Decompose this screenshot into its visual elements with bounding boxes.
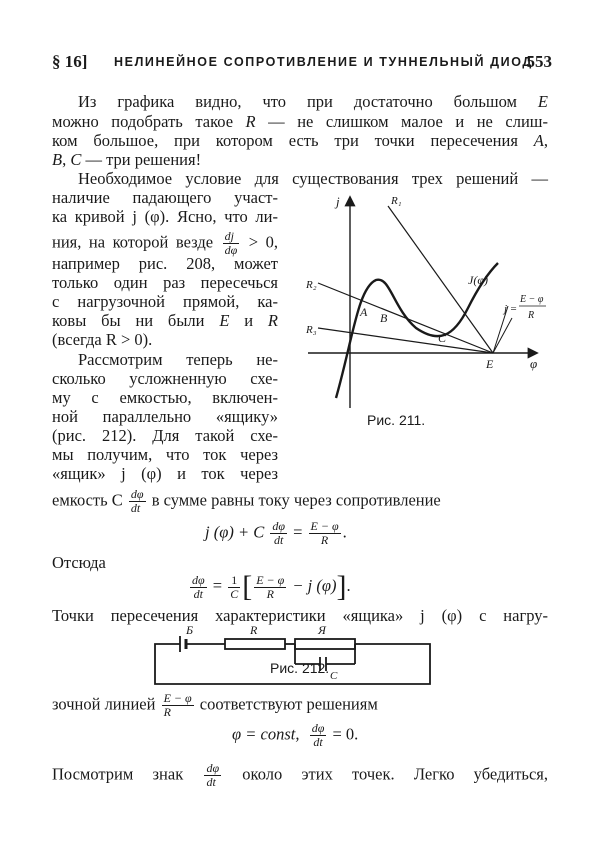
label-resistor: R: [250, 626, 258, 637]
text-line: только один раз пересечься: [52, 273, 278, 292]
text-line: например рис. 208, может: [52, 254, 278, 273]
label-formula-num: E − φ: [520, 294, 544, 305]
label-formula-den: R: [528, 310, 535, 321]
label-formula-lhs: j =: [504, 303, 518, 315]
section-number: § 16]: [52, 52, 88, 71]
text-line: (всегда R > 0).: [52, 330, 153, 349]
label-R1: R₁: [391, 195, 402, 207]
fraction: $\frac{E - \varphi}{R}$: [163, 691, 192, 719]
text-line: можно подобрать такое R — не слишком малое и не слиш-: [52, 112, 548, 131]
text-line: наличие падающего участ-: [52, 188, 278, 207]
text-line: «ящик» j (φ) и ток через: [52, 464, 278, 483]
text-line: (рис. 212). Для такой схе-: [52, 426, 278, 445]
label-R3: R₃: [306, 324, 317, 336]
text-line: ния, на которой везде $\frac{dj}{d\varphi}$ > 0,: [52, 229, 278, 257]
equation-3: φ = const, $\frac{d\varphi}{dt}$ = 0.: [232, 721, 359, 749]
text-line: ка кривой j (φ). Ясно, что ли-: [52, 207, 278, 226]
fraction: $\frac{d\varphi}{dt}$: [130, 487, 144, 515]
label-box: Я: [318, 626, 326, 637]
text-line: B, C — три решения!: [52, 150, 202, 169]
text-line: ком большое, при котором есть три точки пересечения A,: [52, 131, 548, 150]
text-line: зочной линией $\frac{E - \varphi}{R}$ соответствуют решениям: [52, 691, 378, 719]
text-line: с нагрузочной прямой, ка-: [52, 292, 278, 311]
text-line: Из графика видно, что при достаточно большом E: [78, 92, 548, 111]
text-line: мы получим, что ток через: [52, 445, 278, 464]
text-line: сколько усложненную схе-: [52, 369, 278, 388]
label-battery: Б: [186, 626, 194, 637]
label-curve: J(φ): [468, 273, 488, 287]
label-phi-axis: φ: [530, 356, 538, 371]
text-line: Точки пересечения характеристики «ящика» j (φ) с нагру-: [52, 606, 548, 625]
equation-1: j (φ) + C $\frac{d\varphi}{dt}$ = $\frac{E - \varphi}{R}$ .: [205, 519, 347, 547]
text-line: емкость C $\frac{d\varphi}{dt}$ в сумме равны току через сопротивление: [52, 487, 441, 515]
text-line: ной параллельно «ящику»: [52, 407, 278, 426]
label-point-C: C: [438, 331, 447, 345]
label-point-B: B: [380, 311, 388, 325]
label-capacitor: С: [330, 670, 338, 682]
label-R2: R₂: [306, 279, 317, 291]
box-Ya: [295, 639, 355, 649]
equation-2: $\frac{d\varphi}{dt}$ = $\frac{1}{C}$ [ $\frac{E - \varphi}{R}$ − j (φ)].: [192, 570, 351, 603]
iv-characteristic-graph: [298, 188, 548, 413]
text-line: Посмотрим знак $\frac{d\varphi}{dt}$ около этих точек. Легко убедиться,: [52, 761, 548, 789]
running-header: [52, 52, 552, 74]
running-title: НЕЛИНЕЙНОЕ СОПРОТИВЛЕНИЕ И ТУННЕЛЬНЫЙ ДИОД: [114, 55, 533, 69]
text-line: Необходимое условие для существования трех решений —: [78, 169, 548, 188]
label-point-A: A: [360, 305, 368, 319]
text-line: Отсюда: [52, 553, 106, 572]
figure-caption: Рис. 212.: [270, 660, 330, 676]
page-number: 553: [526, 52, 552, 71]
resistor-R: [225, 639, 285, 649]
label-point-E: E: [486, 357, 494, 371]
load-line-R3: [318, 328, 493, 353]
fraction: $\frac{dj}{d\varphi}$: [224, 229, 238, 257]
label-j-axis: j: [336, 194, 340, 209]
fraction: $\frac{d\varphi}{dt}$: [206, 761, 220, 789]
text-line: му с емкостью, включен-: [52, 388, 278, 407]
text-line: ковы бы ни были E и R: [52, 311, 278, 330]
figure-caption: Рис. 211.: [367, 412, 426, 428]
text-line: Рассмотрим теперь не-: [78, 350, 278, 369]
